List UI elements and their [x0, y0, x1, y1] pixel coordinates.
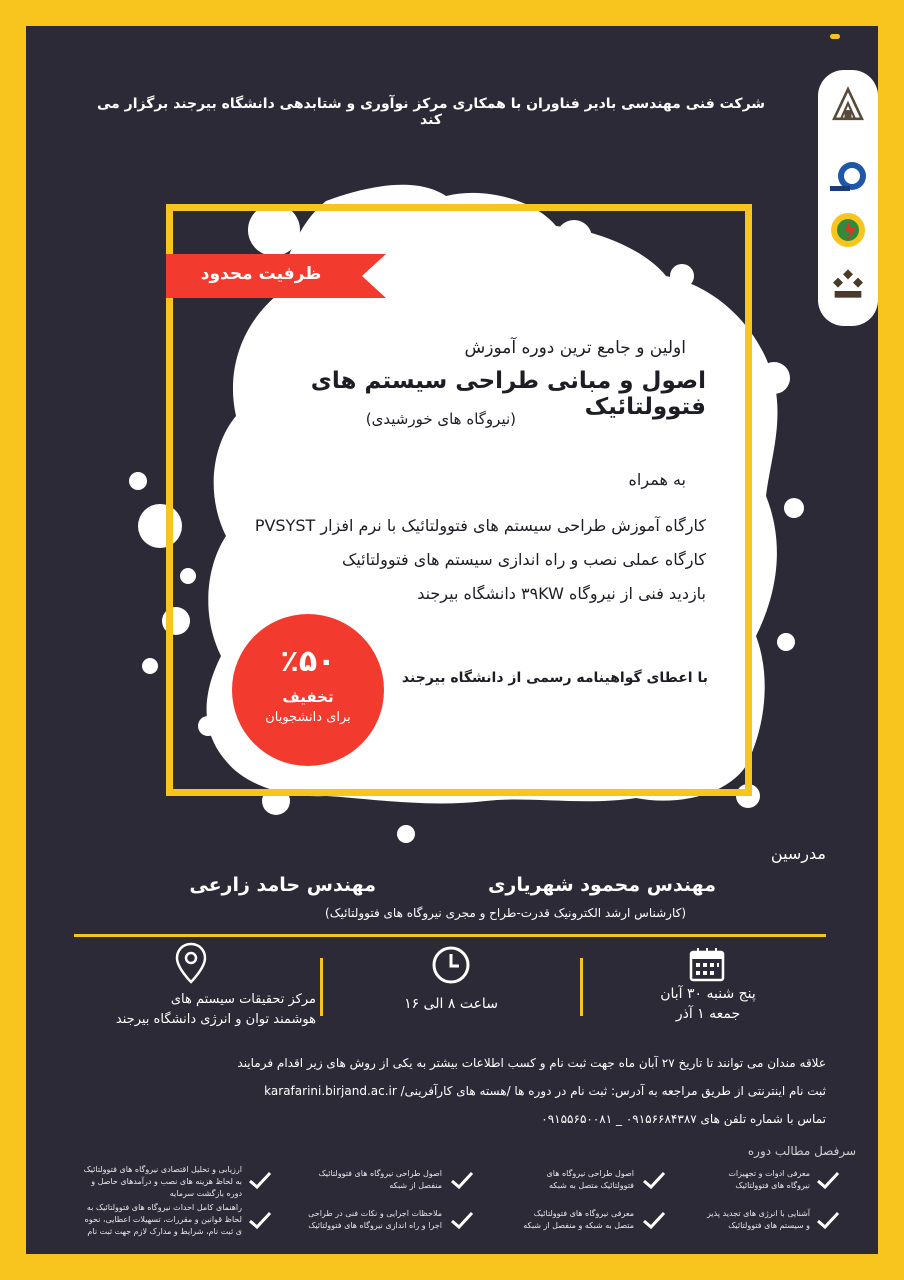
- limited-capacity-label: ظرفیت محدود: [200, 264, 322, 284]
- check-icon: [450, 1210, 474, 1230]
- registration-text: علاقه مندان می توانند تا تاریخ ۲۷ آبان ماه جهت ثبت نام و کسب اطلاعات بیشتر به یکی از روش های زیر اقدام فرمایند: [237, 1056, 826, 1070]
- limited-capacity-badge: [166, 254, 386, 298]
- course-subtitle: (نیروگاه های خورشیدی): [365, 410, 516, 428]
- calendar-icon: [688, 946, 726, 984]
- instructors-heading: مدرسین: [770, 844, 826, 863]
- accent-dot: [830, 34, 840, 39]
- check-icon: [450, 1170, 474, 1190]
- clock-icon: [430, 944, 472, 986]
- discount-badge: [232, 614, 384, 766]
- syllabus-item: راهنمای کامل احداث نیروگاه های فتوولتائیک به لحاظ قوانین و مقررات، تسهیلات اعطایی، نحوه ی ثبت نام، شرایط و مدارک لازم جهت ثبت نام: [84, 1203, 242, 1236]
- check-icon: [248, 1170, 272, 1190]
- course-title: اصول و مبانی طراحی سیستم های فتوولتائیک: [310, 368, 706, 420]
- syllabus-item: معرفی ادوات و تجهیزات نیروگاه های فتوولتائیک: [728, 1169, 810, 1190]
- check-icon: [816, 1210, 840, 1230]
- sepid-logo: [828, 266, 868, 306]
- divider-line: [74, 934, 826, 937]
- instructors-description: (کارشناس ارشد الکترونیک قدرت-طراح و مجری نیروگاه های فتوولتائیک): [325, 906, 686, 920]
- syllabus-item: آشنایی با انرژی های تجدید پذیر و سیستم های فتوولتائیک: [706, 1209, 810, 1230]
- check-icon: [248, 1210, 272, 1230]
- info-divider: [580, 958, 583, 1016]
- date-line: جمعه ۱ آذر: [675, 1006, 741, 1022]
- instructor-name: مهندس محمود شهریاری: [487, 874, 716, 896]
- poster: [26, 26, 878, 1254]
- instructor-name: مهندس حامد زارعی: [189, 874, 376, 896]
- location-pin-icon: [174, 942, 208, 984]
- syllabus-item: اصول طراحی نیروگاه های فتوولتائیک منفصل از شبکه: [318, 1169, 442, 1190]
- birjand-university-logo: [828, 84, 868, 124]
- check-icon: [642, 1210, 666, 1230]
- syllabus-item: معرفی نیروگاه های فتوولتائیک متصل به شبکه و منفصل از شبکه: [523, 1209, 634, 1230]
- date-line: پنج شنبه ۳۰ آبان: [660, 986, 756, 1002]
- registration-text: ثبت نام اینترنتی از طریق مراجعه به آدرس: ثبت نام در دوره ها /هسته های کارآفرینی/ karafarini.birjand.ac.ir: [264, 1084, 826, 1098]
- course-intro: اولین و جامع ترین دوره آموزش: [464, 338, 686, 358]
- venue-line: هوشمند توان و انرژی دانشگاه بیرجند: [115, 1012, 316, 1027]
- course-item: بازدید فنی از نیروگاه ۳۹KW دانشگاه بیرجند: [417, 584, 706, 603]
- registration-phones: تماس با شماره تلفن های ۰۹۱۵۶۶۸۴۳۸۷ _ ۰۹۱۵۵۶۵۰۰۸۱: [541, 1112, 826, 1126]
- check-icon: [816, 1170, 840, 1190]
- course-item: کارگاه عملی نصب و راه اندازی سیستم های فتوولتائیک: [342, 550, 706, 569]
- time-text: ساعت ۸ الی ۱۶: [404, 996, 498, 1012]
- syllabus-item: ارزیابی و تحلیل اقتصادی نیروگاه های فتوولتائیک به لحاظ هزینه های نصب و درآمدهای حاصل و دوره بازگشت سرمایه: [83, 1165, 242, 1198]
- discount-audience: برای دانشجویان: [265, 710, 351, 725]
- logos-panel: [818, 70, 878, 326]
- syllabus-item: ملاحظات اجرایی و نکات فنی در طراحی اجرا و راه اندازی نیروگاه های فتوولتائیک: [308, 1209, 442, 1230]
- syllabus-heading: سرفصل مطالب دوره: [747, 1144, 856, 1158]
- along-with-label: به همراه: [628, 470, 686, 489]
- discount-label: تخفیف: [282, 688, 334, 706]
- organizer-text: شرکت فنی مهندسی بادیر فناوران با همکاری مرکز نوآوری و شتابدهی دانشگاه بیرجند برگزار می کند: [96, 96, 766, 128]
- venue-line: مرکز تحقیقات سیستم های: [170, 992, 316, 1007]
- check-icon: [642, 1170, 666, 1190]
- certificate-text: با اعطای گواهینامه رسمی از دانشگاه بیرجند: [401, 670, 708, 686]
- energy-lab-logo: [828, 210, 868, 250]
- course-item: کارگاه آموزش طراحی سیستم های فتوولتائیک با نرم افزار PVSYST: [254, 516, 706, 535]
- info-divider: [320, 958, 323, 1016]
- innovation-center-logo: [828, 156, 868, 196]
- syllabus-item: اصول طراحی نیروگاه های فتوولتائیک متصل به شبکه: [546, 1169, 634, 1190]
- discount-percent: ٪۵۰: [280, 644, 336, 679]
